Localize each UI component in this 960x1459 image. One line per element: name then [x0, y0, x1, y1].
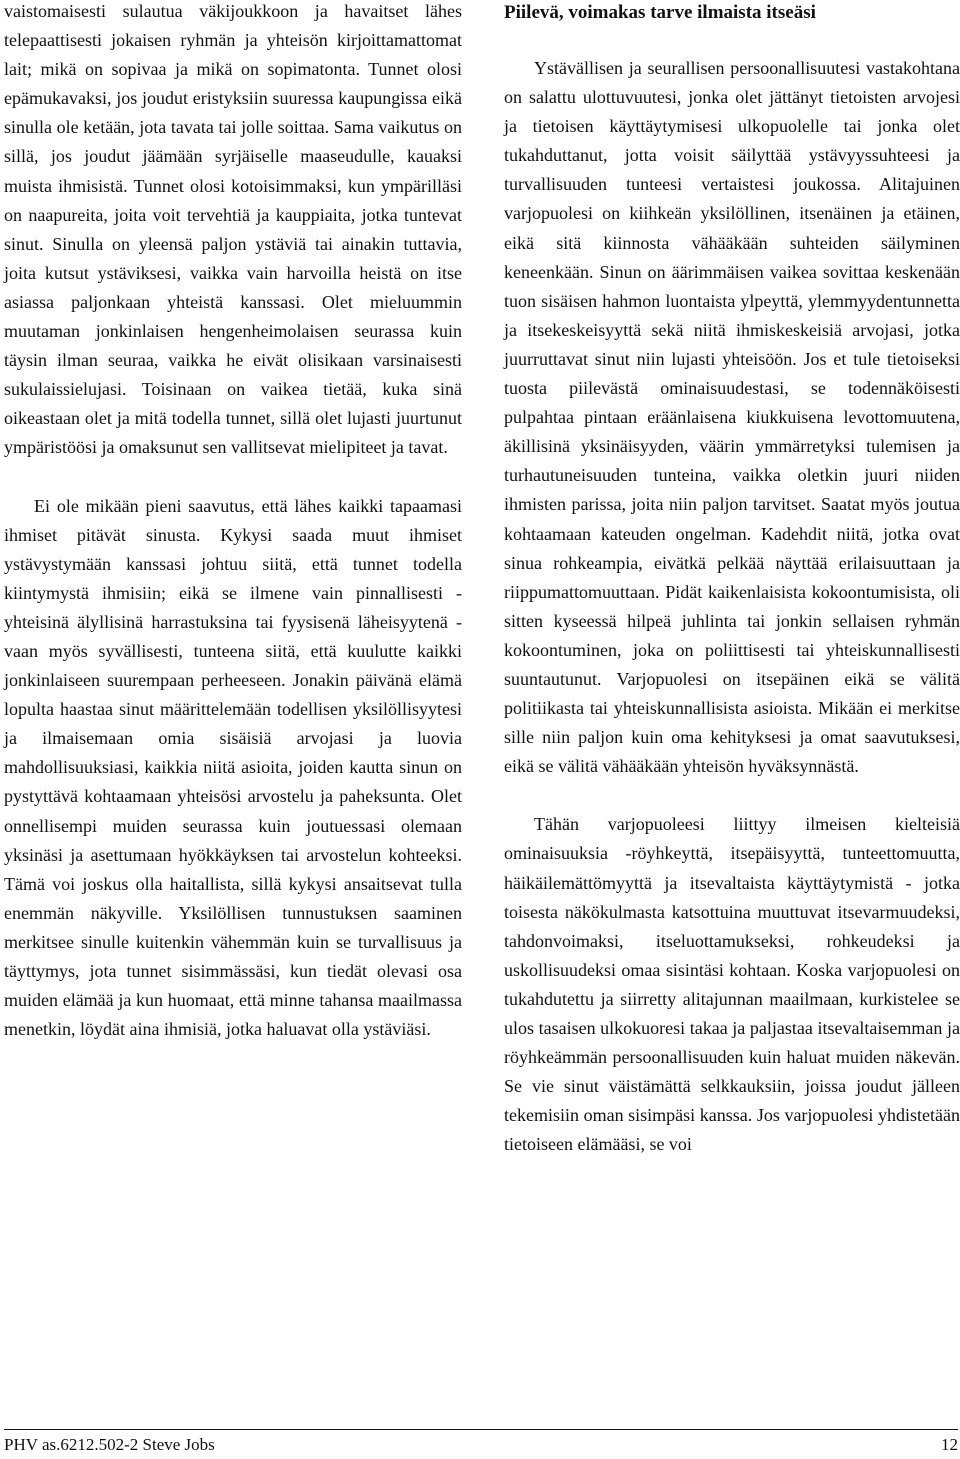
left-column — [4, 0, 462, 1044]
section-heading: Piilevä, voimakas tarve ilmaista itseäsi — [504, 2, 816, 23]
page-number: 12 — [941, 1435, 958, 1454]
right-paragraph-1: Ystävällisen ja seurallisen persoonallisuutesi vastakohtana on salattu ulottuvuutesi, jonka olet jättänyt tietoisten arvojesi ja tietoisen käyttäytymisesi ulkopuolelle tai jonka olet tukahduttanut, jotta voisit säilyttää ystävyyssuhteesi ja turvallisuuden tunteesi vertaistesi joukossa. Alitajuinen varjopuolesi on kiihkeän yksilöllinen, itsenäinen ja etäinen, eikä sitä kiinnosta vähääkään suhteiden säilyminen keneenkään. Sinun on äärimmäisen vaikea sovittaa keskenään tuon sisäisen hahmon luontaista ylpeyttä, ylemmyydentunnetta ja itsekeskeisyyttä sekä niitä ihmiskeskeisiä arvojasi, jotka juurruttavat sinut niin lujasti yhteisöön. Jos et tule tietoiseksi tuosta piilevästä ominaisuudestasi, se todennäköisesti pulpahtaa pintaan eräänlaisena kiukkuisena levottomuutena, äkillisinä yksinäisyyden, väärin ymmärretyksi tulemisen ja turhautuneisuuden tunteina, vaikka oletkin juuri niiden ihmisten parissa, joita niin paljon tarvitset. Saatat myös joutua kohtaamaan kateuden ongelman. Kadehdit niitä, jotka ovat sinua rohkeampia, eivätkä pelkää näyttää erilaisuuttaan ja riippumattomuuttaan. Pidät kaikenlaisista kokoontumisista, oli sitten kyseessä hilpeä juhlinta tai jonkin sellaisen ryhmän kokoontuminen, joka on poliittisesti tai yhteiskunnallisesti suuntautunut. Varjopuolesi on itsepäinen eikä se välitä politiikasta tai yhteiskunnallisista asioista. Mikään ei merkitse sille niin paljon kuin oma kehityksesi ja omat saavutuksesi, eikä se välitä vähääkään yhteisön hyväksynnästä. — [504, 58, 960, 777]
footer-divider — [4, 1429, 958, 1430]
left-paragraph-1: vaistomaisesti sulautua väkijoukkoon ja havaitset lähes telepaattisesti jokaisen ryhmän ja yhteisön kirjoittamattomat lait; mikä on sopivaa ja mikä on sopimatonta. Tunnet olosi epämukavaksi, jos joudut eristyksiin suuressa kaupungissa eikä sinulla ole ketään, jota tavata tai jolle soittaa. Sama vaikutus on sillä, jos joudut jäämään syrjäiselle maaseudulle, kauaksi muista ihmisistä. Tunnet olosi kotoisimmaksi, kun ympärilläsi on naapureita, joita voit tervehtiä ja kauppiaita, jotka tuntevat sinut. Sinulla on yleensä paljon ystäviä tai ainakin tuttavia, joita kutsut ystäviksesi, vaikka vain harvoilla heistä on itse asiassa paljonkaan yhteistä kanssasi. Olet mieluummin muutaman jonkinlaisen hengenheimolaisen seurassa kuin täysin ilman seuraa, vaikka he eivät olisikaan varsinaisesti sukulaissielujasi. Toisinaan on vaikea tietää, kuka sinä oikeastaan olet ja mitä todella tunnet, sillä olet lujasti juurtunut ympäristöösi ja omaksunut sen vallitsevat mielipiteet ja tavat. — [4, 1, 462, 458]
footer-document-id: PHV as.6212.502-2 Steve Jobs — [4, 1435, 215, 1454]
right-column — [504, 0, 960, 1159]
left-paragraph-2: Ei ole mikään pieni saavutus, että lähes kaikki tapaamasi ihmiset pitävät sinusta. Kykysi saada muut ihmiset ystävystymään kanssasi johtuu siitä, että tunnet todella kiintymystä ihmisiin; eikä se ilmene vain pinnallisesti - yhteisinä älyllisinä harrastuksina tai fyysisenä läheisyytenä - vaan myös syvällisesti, tunteena siitä, että kuulutte kaikki jonkinlaiseen suurempaan perheeseen. Jonakin päivänä elämä lopulta haastaa sinut määrittelemään todellisen yksilöllisyytesi ja ilmaisemaan omia sisäisiä arvojasi ja luovia mahdollisuuksiasi, kaikkia niitä asioita, joiden kautta sinun on pystyttävä kohtaamaan yhteisösi arvostelu ja paheksunta. Olet onnellisempi muiden seurassa kuin joutuessasi olemaan yksinäsi ja asettumaan hyökkäyksen tai arvostelun kohteeksi. Tämä voi joskus olla haitallista, sillä kykysi ansaitsevat tulla enemmän näkyville. Yksilöllisen tunnustuksen saaminen merkitsee sinulle kuitenkin vähemmän kuin se turvallisuus ja täyttymys, jota tunnet sisimmässäsi, kun tiedät olevasi osa muiden elämää ja kun huomaat, että minne tahansa maailmassa menetkin, löydät aina ihmisiä, jotka haluavat olla ystäviäsi. — [4, 495, 462, 1040]
page-footer — [4, 1434, 958, 1456]
right-paragraph-2: Tähän varjopuoleesi liittyy ilmeisen kielteisiä ominaisuuksia -röyhkeyttä, itsepäisyyttä, tunteettomuutta, häikäilemättömyyttä ja itsevaltaista käyttäytymistä - jotka toisesta näkökulmasta katsottuina muuttuvat itsevarmuudeksi, tahdonvoimaksi, itseluottamukseksi, rohkeudeksi ja uskollisuudeksi omaa sisintäsi kohtaan. Koska varjopuolesi on tukahdutettu ja siirretty alitajunnan maailmaan, kurkistelee se ulos tasaisen ulkokuoresi takaa ja paljastaa itsevaltaisemman ja röyhkeämmän persoonallisuuden kuin haluat muiden näkevän. Se vie sinut väistämättä selkkauksiin, joissa joudut jälleen tekemisiin oman sisimpäsi kanssa. Jos varjopuolesi yhdistetään tietoiseen elämääsi, se voi — [504, 814, 960, 1155]
